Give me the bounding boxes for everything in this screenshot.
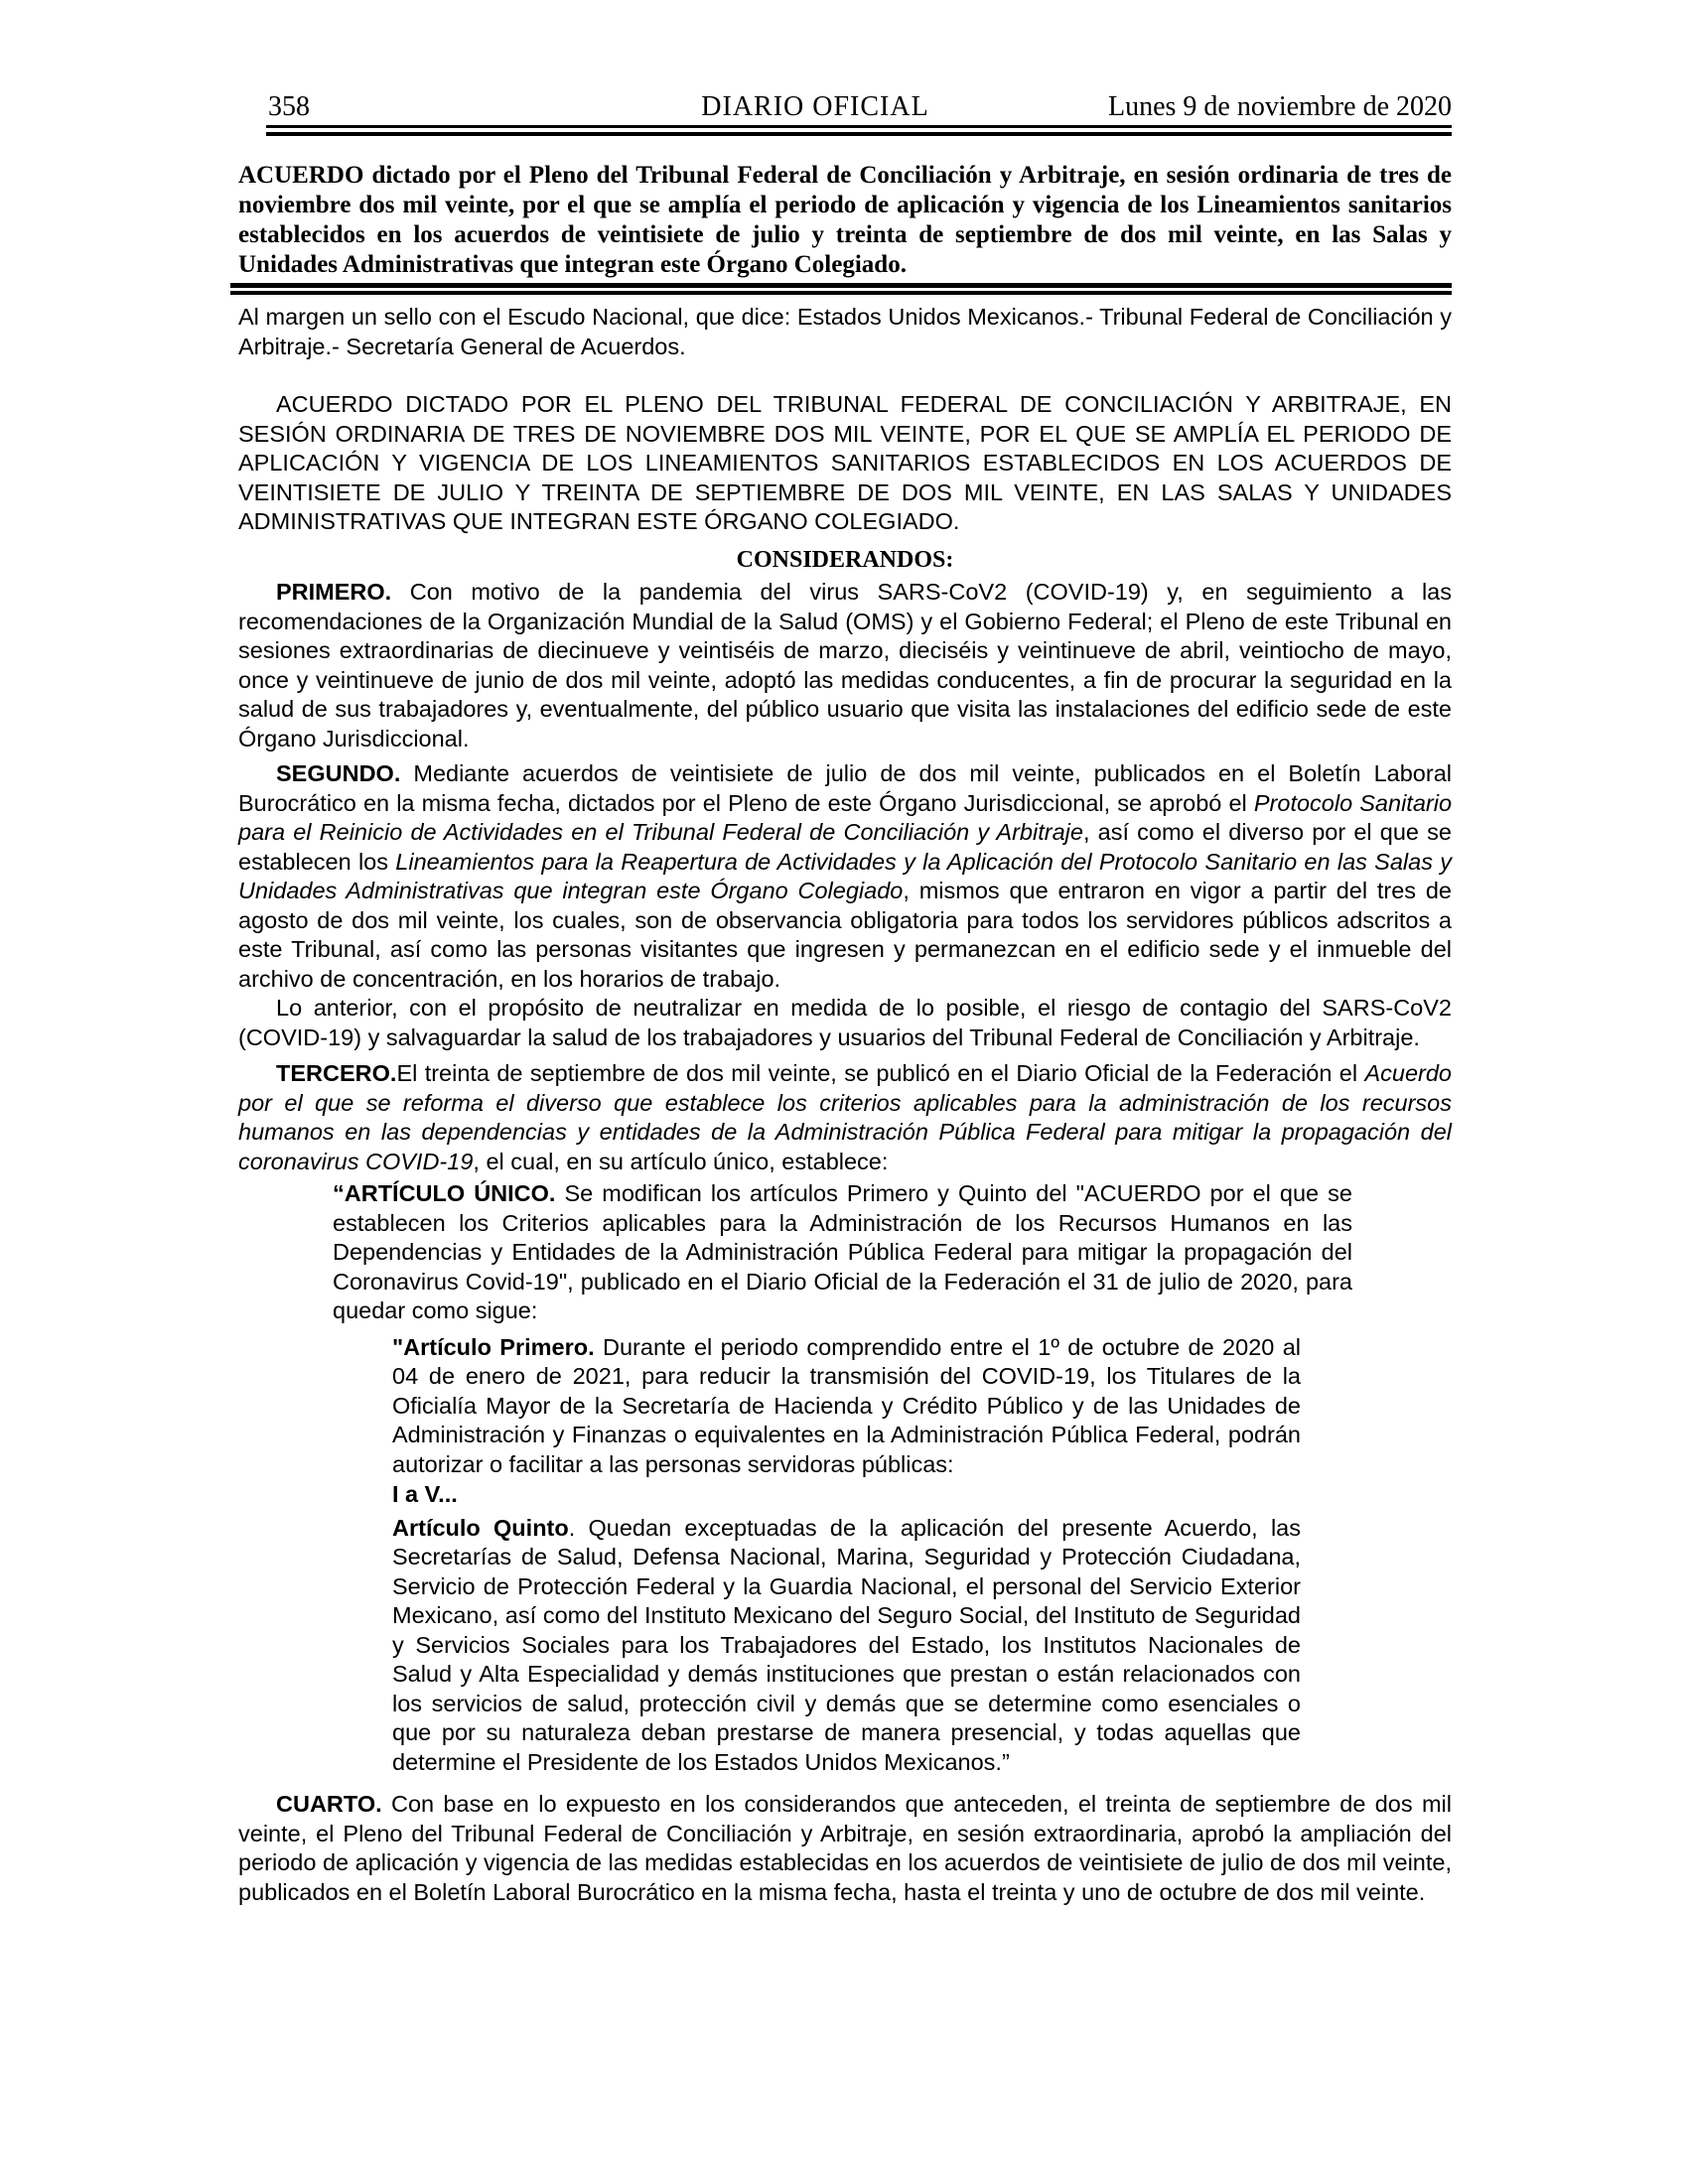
text-segment: CUARTO.	[276, 1791, 382, 1817]
text-segment: Se modifican los artículos Primero y Quinto del "ACUERDO por el que se establecen los Criterios aplicables para la Administración de los Recursos Humanos en las Dependencias y Entidades de la Administración Pública Federal para mitigar la propagación del Coronavirus Covid-19", publicado en el Diario Oficial de la Federación el 31 de julio de 2020, para quedar como sigue:	[333, 1180, 1352, 1323]
document-page	[238, 91, 1452, 1907]
considerando-primero	[238, 578, 1452, 753]
text-segment: Con motivo de la pandemia del virus SARS-CoV2 (COVID-19) y, en seguimiento a las recomendaciones de la Organización Mundial de la Salud (OMS) y el Gobierno Federal; el Pleno de este Tribunal en sesiones extraordinarias de diecinueve y veintiséis de marzo, dieciséis y veintinueve de abril, veintiocho de mayo, once y veintinueve de junio de dos mil veinte, adoptó las medidas conducentes, a fin de procurar la seguridad en la salud de sus trabajadores y, eventualmente, del público usuario que visita las instalaciones del edificio sede de este Órgano Jurisdiccional.	[238, 579, 1452, 751]
text-segment: “ARTÍCULO ÚNICO.	[333, 1180, 556, 1206]
considerando-cuarto	[238, 1790, 1452, 1907]
document-title: ACUERDO dictado por el Pleno del Tribunal Federal de Conciliación y Arbitraje, en sesión ordinaria de tres de noviembre dos mil veinte, por el que se amplía el periodo de aplicación y vigencia de los Lineamientos sanitarios establecidos en los acuerdos de veintisiete de julio y treinta de septiembre de dos mil veinte, en las Salas y Unidades Administrativas que integran este Órgano Colegiado.	[238, 162, 1452, 278]
text-segment: SEGUNDO.	[276, 760, 401, 786]
text-segment: Protocolo Sanitario para el Reinicio de Actividades en el Tribunal Federal de Conciliación y Arbitraje	[238, 789, 1453, 845]
text-segment: El treinta de septiembre de dos mil veinte, se publicó en el Diario Oficial de la Federación el	[396, 1060, 1365, 1086]
page-header	[238, 91, 1452, 123]
text-segment: Durante el periodo comprendido entre el 1º de octubre de 2020 al 04 de enero de 2021, para reducir la transmisión del COVID-19, los Titulares de la Oficialía Mayor de la Secretaría de Hacienda y Crédito Público y de las Unidades de Administración y Finanzas o equivalentes en la Administración Pública Federal, podrán autorizar o facilitar a las personas servidoras públicas:	[392, 1333, 1301, 1477]
articulo-primero-quote	[392, 1333, 1301, 1480]
text-segment: , el cual, en su artículo único, establece:	[473, 1148, 889, 1174]
header-date: Lunes 9 de noviembre de 2020	[1107, 91, 1452, 122]
considerando-segundo	[238, 759, 1452, 994]
text-segment: Acuerdo por el que se reforma el diverso que establece los criterios aplicables para la administración de los recursos humanos en las dependencias y entidades de la Administración Pública Federal para mitigar la propagación del coronavirus COVID-19	[238, 1060, 1452, 1174]
considerando-tercero	[238, 1059, 1452, 1176]
text-segment: "Artículo Primero.	[392, 1333, 595, 1360]
text-segment: . Quedan exceptuadas de la aplicación del presente Acuerdo, las Secretarías de Salud, Defensa Nacional, Marina, Seguridad y Protección Ciudadana, Servicio de Protección Federal y la Guardia Nacional, el personal del Servicio Exterior Mexicano, así como del Instituto Mexicano del Seguro Social, del Instituto de Seguridad y Servicios Sociales para los Trabajadores del Estado, los Institutos Nacionales de Salud y Alta Especialidad y demás instituciones que prestan o están relacionados con los servicios de salud, protección civil y demás que se determine como esenciales o que por su naturaleza deban prestarse de manera presencial, y todas aquellas que determine el Presidente de los Estados Unidos Mexicanos.”	[392, 1514, 1301, 1775]
articulo-unico-quote	[333, 1179, 1352, 1326]
text-segment: Al margen un sello con el Escudo Nacional, que dice: Estados Unidos Mexicanos.- Tribunal Federal de Conciliación y Arbitraje.- Secretaría General de Acuerdos.	[238, 304, 1452, 359]
text-segment: I a V...	[392, 1481, 458, 1507]
text-segment: Lo anterior, con el propósito de neutralizar en medida de lo posible, el riesgo de contagio del SARS-CoV2 (COVID-19) y salvaguardar la salud de los trabajadores y usuarios del Tribunal Federal de Conciliación y Arbitraje.	[238, 995, 1452, 1050]
text-segment: ACUERDO DICTADO POR EL PLENO DEL TRIBUNAL FEDERAL DE CONCILIACIÓN Y ARBITRAJE, EN SESIÓN ORDINARIA DE TRES DE NOVIEMBRE DOS MIL VEINTE, POR EL QUE SE AMPLÍA EL PERIODO DE APLICACIÓN Y VIGENCIA DE LOS LINEAMIENTOS SANITARIOS ESTABLECIDOS EN LOS ACUERDOS DE VEINTISIETE DE JULIO Y TREINTA DE SEPTIEMBRE DE DOS MIL VEINTE, EN LAS SALAS Y UNIDADES ADMINISTRATIVAS QUE INTEGRAN ESTE ÓRGANO COLEGIADO.	[238, 391, 1452, 534]
acuerdo-caps	[238, 390, 1452, 537]
header-rule	[266, 125, 1452, 136]
text-segment: , así como el diverso por el que se establecen los	[238, 819, 1452, 875]
text-segment: Artículo Quinto	[392, 1514, 569, 1541]
text-segment: , mismos que entraron en vigor a partir del tres de agosto de dos mil veinte, los cuales, son de observancia obligatoria para todos los servidores públicos adscritos a este Tribunal, así como las personas visitantes que ingresen y permanezcan en el edificio sede y el inmueble del archivo de concentración, en los horarios de trabajo.	[238, 878, 1452, 992]
al-margen-note	[238, 303, 1452, 361]
fracciones-i-a-v	[392, 1480, 1301, 1510]
text-segment: CONSIDERANDOS:	[736, 546, 954, 573]
text-segment: TERCERO.	[276, 1060, 397, 1086]
header-title: DIARIO OFICIAL	[701, 91, 929, 122]
page-number: 358	[268, 91, 310, 122]
text-segment: Mediante acuerdos de veintisiete de julio de dos mil veinte, publicados en el Boletín Laboral Burocrático en la misma fecha, dictados por el Pleno de este Órgano Jurisdiccional, se aprobó el	[238, 760, 1452, 816]
text-segment: Lineamientos para la Reapertura de Actividades y la Aplicación del Protocolo Sanitario en las Salas y Unidades Administrativas que integran este Órgano Colegiado	[238, 848, 1452, 903]
text-segment: Con base en lo expuesto en los considerandos que anteceden, el treinta de septiembre de dos mil veinte, el Pleno del Tribunal Federal de Conciliación y Arbitraje, en sesión extraordinaria, aprobó la ampliación del periodo de aplicación y vigencia de las medidas establecidas en los acuerdos de veintisiete de julio de dos mil veinte, publicados en el Boletín Laboral Burocrático en la misma fecha, hasta el treinta y uno de octubre de dos mil veinte.	[238, 1791, 1452, 1905]
considerandos-heading	[238, 546, 1452, 576]
title-rule	[230, 283, 1452, 295]
articulo-quinto-quote	[392, 1514, 1301, 1778]
text-segment: PRIMERO.	[276, 579, 392, 605]
document-body	[238, 303, 1452, 1907]
lo-anterior	[238, 994, 1452, 1052]
